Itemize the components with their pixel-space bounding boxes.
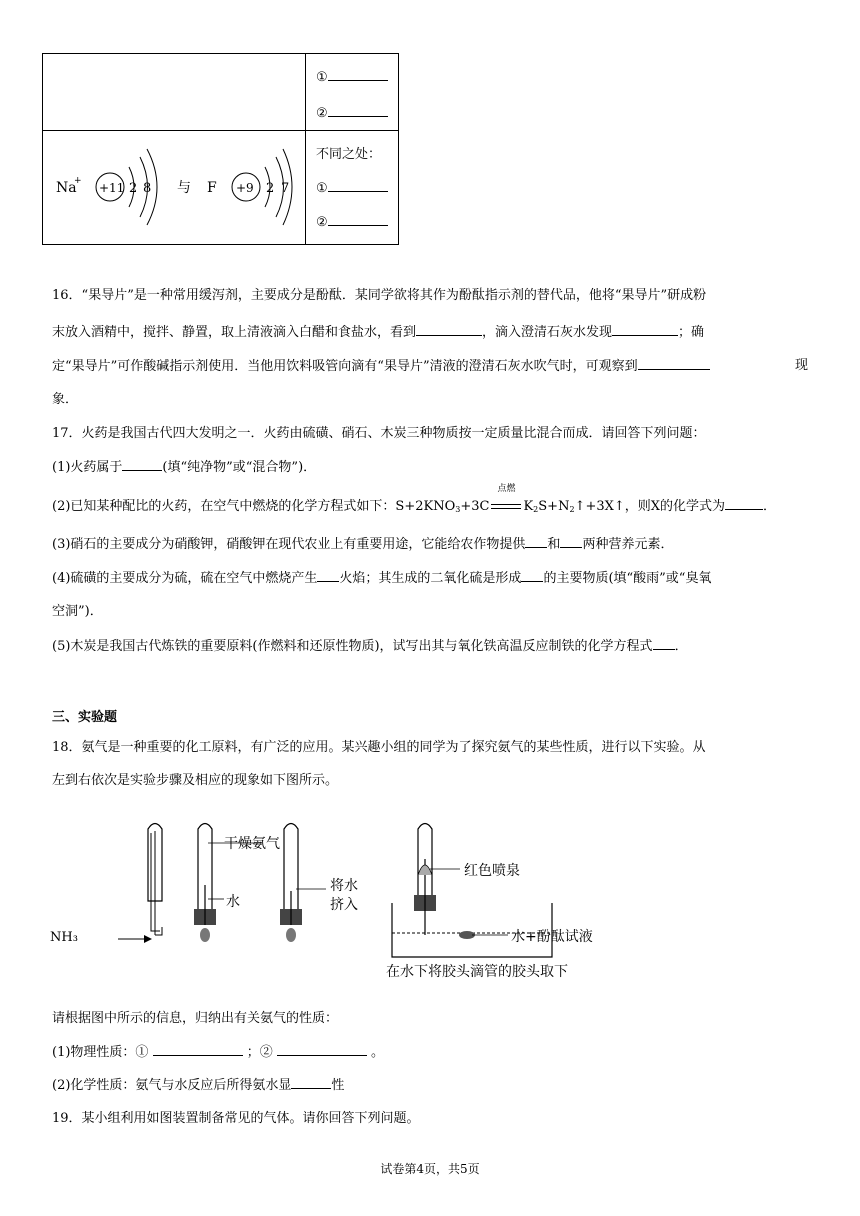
q17-text: (2)已知某种配比的火药，在空气中燃烧的化学方程式如下：S+2KNO (52, 499, 456, 514)
na-symbol: Na (56, 180, 77, 196)
q18-text: ；② (246, 1045, 273, 1060)
table-row (43, 54, 399, 131)
q17-part1 (52, 456, 808, 479)
q18-physical (52, 1041, 808, 1064)
na-shell2: 8 (143, 181, 152, 196)
dropper-bulb-2 (200, 928, 210, 942)
answer-blank[interactable] (291, 1074, 331, 1089)
section-heading: 三、实验题 (52, 710, 118, 725)
arrow-head (144, 935, 152, 943)
q18-text: (1)物理性质：① (52, 1045, 149, 1060)
q17-part2 (52, 484, 808, 521)
figure-caption: 在水下将胶头滴管的胶头取下 (386, 964, 568, 980)
answer-blank[interactable] (521, 567, 543, 582)
q17-text: ． (674, 639, 688, 654)
na-charge: + (74, 176, 82, 186)
answer-blank[interactable] (612, 321, 678, 336)
squeeze-water-label-2: 挤入 (330, 897, 358, 913)
q16-line4: 象． (52, 392, 79, 407)
q18-prompt: 请根据图中所示的信息，归纳出有关氨气的性质： (52, 1011, 339, 1026)
q17-text: 两种营养元素． (582, 537, 674, 552)
squeeze-water-label-1: 将水 (330, 878, 358, 894)
water-phenol-label: 水+酚酞试液 (511, 929, 593, 945)
ammonia-experiment-figure (52, 815, 632, 985)
q17-text: (5)木炭是我国古代炼铁的重要原料(作燃料和还原性物质)，试写出其与氧化铁高温反应制铁的化学方程式 (52, 639, 653, 654)
q16-text: ；确 (678, 325, 705, 340)
answer-blank[interactable] (328, 211, 388, 226)
q18-chemical (52, 1074, 808, 1097)
answer-blank[interactable] (653, 635, 675, 650)
f-nucleus: +9 (236, 181, 254, 195)
answer-blank[interactable] (328, 102, 388, 117)
reaction-condition (489, 484, 523, 518)
answer-blank[interactable] (328, 177, 388, 192)
q18-text: (2)化学性质：氨气与水反应后所得氨水显 (52, 1078, 292, 1093)
answer-blank[interactable] (153, 1041, 243, 1056)
q17-text: ． (763, 499, 777, 514)
q18-line1: 18．氨气是一种重要的化工原料，有广泛的应用。某兴趣小组的同学为了探究氨气的某些性质，进行以下实验。从 (52, 740, 706, 755)
na-nucleus: +11 (99, 181, 125, 195)
subscript: 3 (455, 505, 461, 514)
answer-marker: ① (316, 70, 328, 85)
and-word: 与 (177, 180, 191, 196)
dropper-bulb-3 (286, 928, 296, 942)
f-shell1: 2 (266, 181, 275, 196)
answer-marker: ① (316, 181, 328, 196)
q18-line2: 左到右依次是实验步骤及相应的现象如下图所示。 (52, 773, 339, 788)
red-fountain-spray (418, 865, 432, 875)
table-cell-atom-diagrams (43, 131, 306, 245)
table-row (43, 131, 399, 245)
q17-text: +3C (460, 499, 490, 514)
answer-blank[interactable] (416, 321, 482, 336)
atom-structure-table (42, 53, 399, 245)
answer-marker: ② (316, 106, 328, 121)
answer-blank[interactable] (638, 355, 710, 370)
table-cell-answers (306, 54, 399, 131)
q16-text: 现 (794, 358, 808, 373)
q16-line3 (52, 355, 808, 378)
q17-text: K (523, 499, 534, 514)
subscript: 2 (569, 505, 575, 514)
answer-blank[interactable] (560, 533, 582, 548)
condition-label: 点燃 (497, 484, 516, 494)
q16-text: ，滴入澄清石灰水发现 (482, 325, 613, 340)
difference-label: 不同之处： (316, 147, 382, 162)
q18-text: 。 (371, 1045, 385, 1060)
red-fountain-label: 红色喷泉 (464, 863, 520, 879)
q17-text: (4)硫磺的主要成分为硫，硫在空气中燃烧产生 (52, 571, 318, 586)
q17-text: 火焰；其生成的二氧化硫是形成 (339, 571, 522, 586)
q19-line1: 19．某小组利用如图装置制备常见的气体。请你回答下列问题。 (52, 1111, 420, 1126)
q16-text: 定“果导片”可作酸碱指示剂使用．当他用饮料吸管向滴有“果导片”清液的澄清石灰水吹气时，可观察到 (52, 359, 638, 374)
q16-line2 (52, 321, 808, 344)
q17-part5 (52, 635, 808, 658)
q17-text: S+N (538, 499, 570, 514)
q18-text: 性 (331, 1078, 345, 1093)
na-shell1: 2 (129, 181, 138, 196)
nh3-label: NH₃ (50, 930, 78, 945)
page-footer: 试卷第4页，共5页 (380, 1162, 480, 1176)
q17-text: ↑+3X↑，则X的化学式为 (574, 499, 726, 514)
q16-text: 末放入酒精中，搅拌、静置，取上清液滴入白醋和食盐水，看到 (52, 325, 417, 340)
atom-structure-diagram (43, 131, 305, 244)
q17-intro: 17．火药是我国古代四大发明之一．火药由硫磺、硝石、木炭三种物质按一定质量比混合而成．请回答下列问题： (52, 426, 706, 441)
q17-text: 的主要物质(填“酸雨”或“臭氧 (543, 571, 712, 586)
q16-line1: 16．“果导片”是一种常用缓泻剂，主要成分是酚酞．某同学欲将其作为酚酞指示剂的替代品，他将“果导片”研成粉 (52, 288, 707, 303)
q17-part4-cont: 空洞”)． (52, 604, 103, 619)
f-shell2: 7 (281, 181, 290, 196)
q17-text: (填“纯净物”或“混合物”)． (162, 460, 317, 475)
dry-ammonia-label: 干燥氨气 (224, 836, 280, 852)
table-cell-empty (43, 54, 306, 131)
answer-blank[interactable] (317, 567, 339, 582)
q17-text: 和 (547, 537, 561, 552)
q17-part4 (52, 567, 808, 590)
answer-blank[interactable] (122, 456, 162, 471)
answer-blank[interactable] (277, 1041, 367, 1056)
q17-text: (3)硝石的主要成分为硝酸钾，硝酸钾在现代农业上有重要用途，它能给农作物提供 (52, 537, 526, 552)
answer-blank[interactable] (525, 533, 547, 548)
f-symbol: F (207, 180, 217, 196)
q17-text: (1)火药属于 (52, 460, 123, 475)
q17-part3 (52, 533, 808, 556)
equals-sign (491, 504, 521, 509)
table-cell-differences (306, 131, 399, 245)
water-label: 水 (226, 894, 240, 910)
subscript: 2 (533, 505, 539, 514)
answer-blank[interactable] (328, 66, 388, 81)
answer-blank[interactable] (725, 495, 763, 510)
answer-marker: ② (316, 215, 328, 230)
